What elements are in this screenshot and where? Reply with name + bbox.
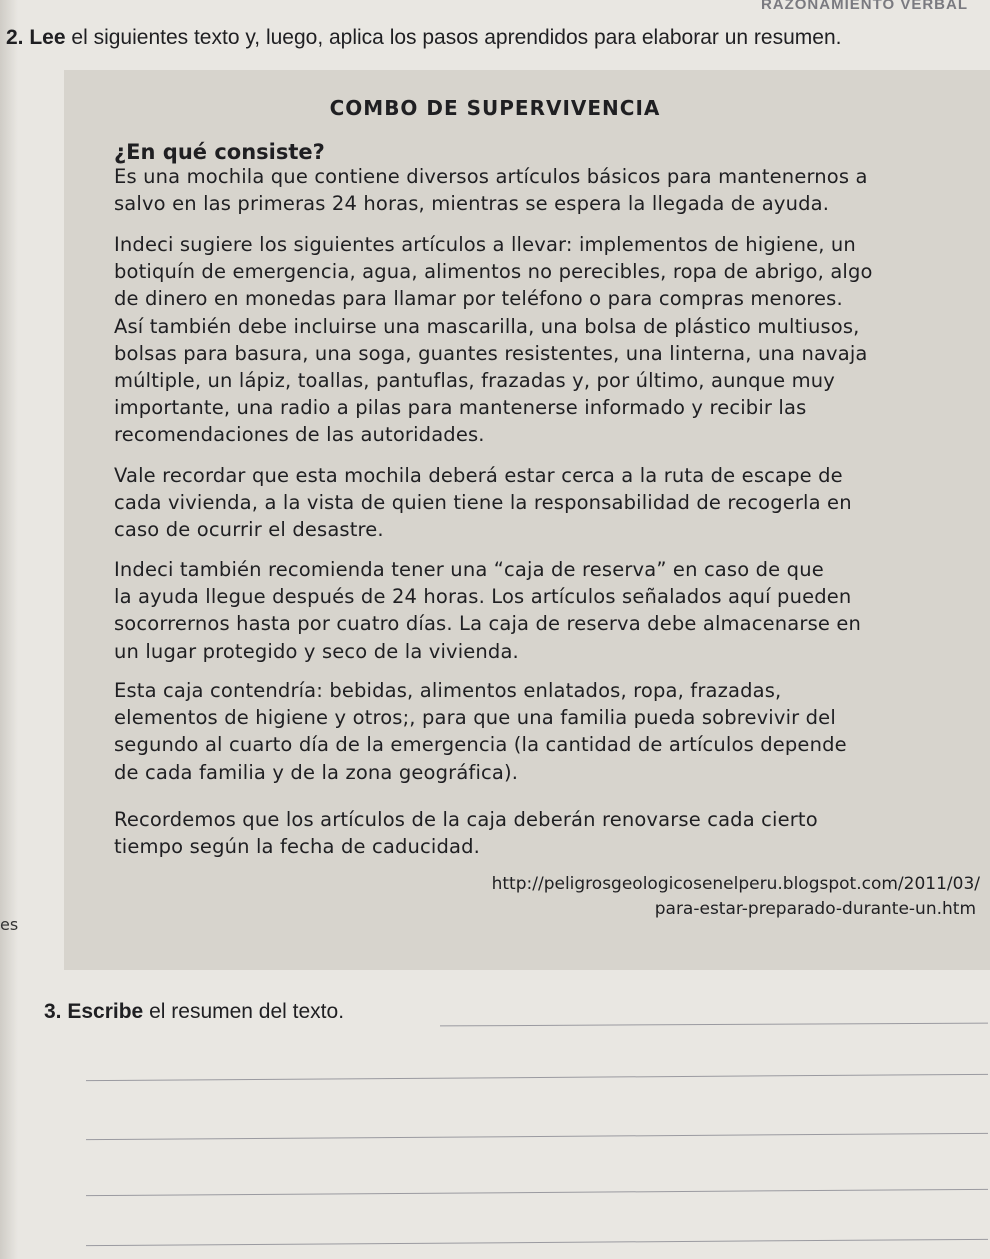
paragraph-line: Así también debe incluirse una mascarilla, una bolsa de plástico multiusos,: [114, 314, 860, 338]
paragraph-line: de cada familia y de la zona geográfica).: [114, 760, 519, 784]
article-title: COMBO DE SUPERVIVENCIA: [329, 96, 661, 120]
instruction-2-number: 2.: [6, 26, 24, 49]
paragraph-line: Vale recordar que esta mochila deberá estar cerca a la ruta de escape de: [114, 464, 843, 487]
paragraph-line: un lugar protegido y seco de la vivienda.: [114, 639, 519, 663]
instruction-3: [44, 1000, 344, 1024]
paragraph-line: Indeci también recomienda tener una “caja de reserva” en caso de que: [114, 558, 824, 581]
paragraph-line: elementos de higiene y otros;, para que una familia pueda sobrevivir del: [114, 706, 836, 730]
paragraph-line: importante, una radio a pilas para mantenerse informado y recibir las: [114, 396, 807, 420]
paragraph-line: segundo al cuarto día de la emergencia (la cantidad de artículos depende: [114, 733, 847, 757]
paragraph-line: cada vivienda, a la vista de quien tiene la responsabilidad de recogerla en: [114, 491, 852, 515]
answer-line[interactable]: [86, 1133, 988, 1140]
paragraph-line: Esta caja contendría: bebidas, alimentos enlatados, ropa, frazadas,: [114, 679, 782, 702]
margin-text-fragment: es: [0, 915, 19, 934]
answer-line[interactable]: [86, 1239, 988, 1246]
paragraph-line: la ayuda llegue después de 24 horas. Los artículos señalados aquí pueden: [114, 585, 852, 609]
article-subtitle: ¿En qué consiste?: [114, 140, 325, 164]
paragraph-line: tiempo según la fecha de caducidad.: [114, 835, 480, 859]
source-url-line-2: para-estar-preparado-durante-un.htm: [654, 899, 976, 919]
answer-line[interactable]: [86, 1189, 988, 1196]
paragraph-line: de dinero en monedas para llamar por teléfono o para compras menores.: [114, 287, 843, 311]
instruction-3-text: el resumen del texto.: [149, 1000, 345, 1023]
paragraph-2: [114, 231, 944, 449]
source-url-line-1: http://peligrosgeologicosenelperu.blogspot.com/2011/03/: [491, 874, 980, 894]
instruction-2: [6, 26, 841, 50]
paragraph-line: caso de ocurrir el desastre.: [114, 518, 384, 542]
paragraph-5: [114, 677, 944, 786]
instruction-2-text: el siguientes texto y, luego, aplica los pasos aprendidos para elaborar un resumen.: [71, 26, 842, 49]
paragraph-4: [114, 556, 944, 665]
paragraph-line: salvo en las primeras 24 horas, mientras se espera la llegada de ayuda.: [114, 192, 830, 216]
paragraph-1: [114, 163, 944, 217]
answer-line[interactable]: [86, 1074, 988, 1081]
paragraph-line: botiquín de emergencia, agua, alimentos no perecibles, ropa de abrigo, algo: [114, 260, 873, 284]
section-header-fragment: RAZONAMIENTO VERBAL: [760, 0, 968, 13]
paragraph-6: [114, 806, 944, 860]
paragraph-line: socorrernos hasta por cuatro días. La caja de reserva debe almacenarse en: [114, 612, 862, 636]
answer-line[interactable]: [440, 1023, 988, 1027]
paragraph-line: Recordemos que los artículos de la caja deberán renovarse cada cierto: [114, 808, 818, 831]
paragraph-line: múltiple, un lápiz, toallas, pantuflas, frazadas y, por último, aunque muy: [114, 369, 836, 393]
paragraph-line: recomendaciones de las autoridades.: [114, 423, 485, 447]
paragraph-3: [114, 462, 944, 544]
paragraph-line: bolsas para basura, una soga, guantes resistentes, una linterna, una navaja: [114, 341, 868, 365]
paragraph-line: Es una mochila que contiene diversos artículos básicos para mantenernos a: [114, 165, 868, 188]
instruction-3-verb: Escribe: [67, 1000, 144, 1023]
instruction-2-verb: Lee: [29, 26, 66, 49]
instruction-3-number: 3.: [44, 1000, 62, 1023]
paragraph-line: Indeci sugiere los siguientes artículos a llevar: implementos de higiene, un: [114, 233, 856, 256]
page-edge-shadow: [0, 0, 18, 1259]
